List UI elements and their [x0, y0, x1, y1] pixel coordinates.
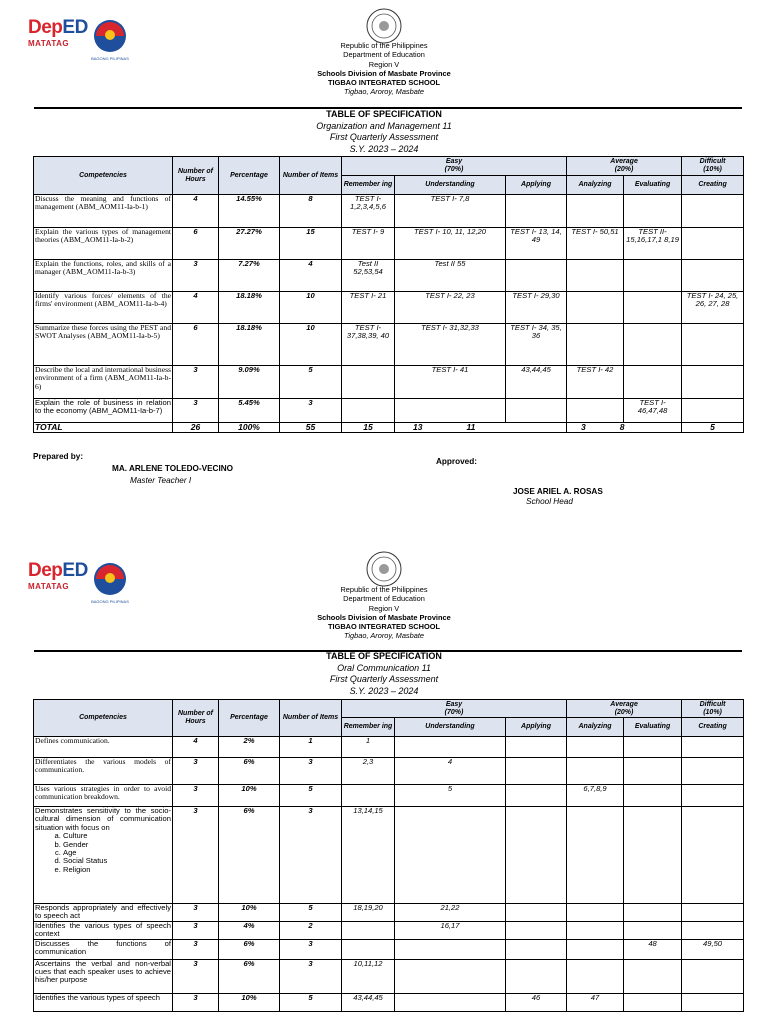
school-header — [0, 41, 768, 97]
eva-cell — [624, 993, 682, 1011]
items-cell: 10 — [280, 292, 342, 324]
pct-cell: 6% — [219, 959, 280, 993]
pct-cell: 2% — [219, 737, 280, 758]
items-cell: 3 — [280, 807, 342, 904]
hours-cell: 3 — [173, 399, 219, 423]
col-analyzing: Analyzing — [567, 176, 624, 195]
pct-cell: 4% — [219, 921, 280, 939]
table-row — [34, 260, 744, 292]
cre-cell — [682, 921, 744, 939]
eva-cell — [624, 959, 682, 993]
rem-cell: TEST I- 21 — [342, 292, 395, 324]
und-cell — [395, 993, 506, 1011]
items-cell: 5 — [280, 993, 342, 1011]
items-cell: 3 — [280, 758, 342, 785]
cre-cell — [682, 904, 744, 922]
col-applying: Applying — [506, 176, 567, 195]
und-cell: TEST I- 22, 23 — [395, 292, 506, 324]
items-cell: 3 — [280, 399, 342, 423]
rem-cell — [342, 939, 395, 959]
republic: Republic of the Philippines — [340, 41, 428, 50]
list-item: c. Age — [63, 849, 171, 857]
cre-cell — [682, 993, 744, 1011]
und-cell: 16,17 — [395, 921, 506, 939]
tos-title-2: TABLE OF SPECIFICATION Oral Communication 11 First Quarterly Assessment S.Y. 2023 – 2024 — [326, 651, 442, 696]
competency-cell — [34, 807, 173, 904]
und-cell: TEST I- 31,32,33 — [395, 324, 506, 366]
col-evaluating: Evaluating — [624, 176, 682, 195]
competency-text: Discusses the functions of communication — [35, 939, 171, 957]
eva-cell — [624, 921, 682, 939]
preparer-name: MA. ARLENE TOLEDO-VECINO — [112, 464, 233, 473]
eva-cell — [624, 758, 682, 785]
col-hours: Number of Hours — [173, 157, 219, 195]
hours-cell: 4 — [173, 737, 219, 758]
pct-cell: 6% — [219, 807, 280, 904]
competency-cell: Explain the role of business in relation to the economy (ABM_AOM11-Ia-b-7) — [34, 399, 173, 423]
prepared-by-label: Prepared by: — [33, 452, 84, 461]
hours-cell: 3 — [173, 939, 219, 959]
hours-cell: 4 — [173, 195, 219, 228]
list-item: a. Culture — [63, 832, 171, 840]
app-cell — [506, 807, 567, 904]
und-cell — [395, 737, 506, 758]
competency-cell: Identify various forces/ elements of the firms' environment (ABM_AOM11-Ia-b-4) — [34, 292, 173, 324]
cre-cell: 49,50 — [682, 939, 744, 959]
app-cell — [506, 195, 567, 228]
total-row: TOTAL 26 100% 55 15 13 11 3 8 5 — [34, 423, 744, 433]
und-cell: TEST I- 10, 11, 12,20 — [395, 228, 506, 260]
pct-cell: 7.27% — [219, 260, 280, 292]
eva-cell: 48 — [624, 939, 682, 959]
ana-cell — [567, 292, 624, 324]
cre-cell — [682, 324, 744, 366]
region: Region V — [368, 59, 400, 69]
items-cell: 3 — [280, 959, 342, 993]
rem-cell: TEST I- 1,2,3,4,5,6 — [342, 195, 395, 228]
tos-table-2: Competencies Number of Hours Percentage Number of Items Easy (70%) Average (20%) Difficult (10%) Remember ing Understanding Applying Analyzing Evaluating Creating Defines communication. 4 2% 1 1 Differentiates the various models of communication. 3 6% 3 2,3 4 Uses various strategies in order to avoid communication breakdown. 3 10% 5 5 6,7,8,9 Demonstrates sensitivity to the socio-cultural dimension of communication situation with focus on a. Culture b. Gender c. Age d. Social Status e. Religion 3 6% 3 13,14,15 Responds appropriately and effectively to speech act 3 10% 5 18,19,20 21,22 Identifies the various types of speech context 3 4% 2 16,17 Discusses the functions of communication 3 6% 3 48 49,50 Ascertains the verbal and non-verbal cues that each speaker uses to achieve his/her purpose 3 6% 3 10,11,12 Identifies the various types of speech 3 10% 5 43,44,45 46 47 — [33, 699, 744, 1012]
cre-cell — [682, 758, 744, 785]
preparer-title: Master Teacher I — [130, 476, 192, 485]
und-cell — [395, 807, 506, 904]
items-cell: 3 — [280, 939, 342, 959]
table-row — [34, 807, 744, 904]
table-row — [34, 399, 744, 423]
eva-cell — [624, 904, 682, 922]
eva-cell — [624, 195, 682, 228]
pct-cell: 18.18% — [219, 292, 280, 324]
app-cell — [506, 959, 567, 993]
und-cell: TEST I- 41 — [395, 366, 506, 399]
app-cell — [506, 904, 567, 922]
competency-cell — [34, 785, 173, 807]
items-cell: 10 — [280, 324, 342, 366]
table-row — [34, 939, 744, 959]
cre-cell — [682, 737, 744, 758]
items-cell: 2 — [280, 921, 342, 939]
ana-cell — [567, 324, 624, 366]
app-cell — [506, 785, 567, 807]
rem-cell: TEST I- 9 — [342, 228, 395, 260]
competency-cell: Discuss the meaning and functions of management (ABM_AOM11-Ia-b-1) — [34, 195, 173, 228]
table-row — [34, 366, 744, 399]
deped-seal — [366, 8, 402, 44]
ana-cell — [567, 959, 624, 993]
eva-cell — [624, 737, 682, 758]
items-cell: 5 — [280, 366, 342, 399]
deped-logo: DepED MATATAG — [28, 17, 88, 48]
competency-cell — [34, 904, 173, 922]
eva-cell — [624, 292, 682, 324]
cre-cell — [682, 785, 744, 807]
hours-cell: 3 — [173, 921, 219, 939]
ana-cell — [567, 807, 624, 904]
eva-cell — [624, 260, 682, 292]
school-name: TIGBAO INTEGRATED SCHOOL — [328, 78, 440, 88]
approver-title: School Head — [526, 497, 573, 506]
svg-text:BAGONG PILIPINAS: BAGONG PILIPINAS — [91, 599, 129, 604]
items-cell: 15 — [280, 228, 342, 260]
und-cell — [395, 939, 506, 959]
approver-name: JOSE ARIEL A. ROSAS — [513, 487, 603, 496]
ana-cell — [567, 921, 624, 939]
address: Tigbao, Aroroy, Masbate — [343, 87, 425, 97]
cre-cell — [682, 399, 744, 423]
items-cell: 4 — [280, 260, 342, 292]
eva-cell — [624, 785, 682, 807]
hours-cell: 4 — [173, 292, 219, 324]
eva-cell: TEST II- 15,16,17,1 8,19 — [624, 228, 682, 260]
table-row — [34, 993, 744, 1011]
focus-list — [35, 832, 171, 874]
school-header: Republic of the Philippines Department of Education Region V Schools Division of Masbate Province TIGBAO INTEGRATED SCHOOL Tigbao, Aroroy, Masbate — [317, 585, 451, 641]
cre-cell — [682, 366, 744, 399]
und-cell — [395, 399, 506, 423]
competency-cell: Summarize these forces using the PEST and SWOT Analyses (ABM_AOM11-Ia-b-5) — [34, 324, 173, 366]
competency-cell: Explain the functions, roles, and skills of a manager (ABM_AOM11-Ia-b-3) — [34, 260, 173, 292]
col-creating: Creating — [682, 176, 744, 195]
rem-cell: 2,3 — [342, 758, 395, 785]
ana-cell — [567, 758, 624, 785]
eva-cell: TEST I- 46,47,48 — [624, 399, 682, 423]
table-row — [34, 228, 744, 260]
app-cell: TEST I- 13, 14, 49 — [506, 228, 567, 260]
rem-cell — [342, 399, 395, 423]
competency-text: Responds appropriately and effectively to speech act — [35, 903, 171, 921]
ana-cell — [567, 737, 624, 758]
deped-logo: DepED MATATAG — [28, 560, 88, 591]
rem-cell: 18,19,20 — [342, 904, 395, 922]
competency-text: Identifies the various types of speech — [35, 993, 160, 1002]
app-cell: TEST I- 34, 35, 36 — [506, 324, 567, 366]
col-average: Average (20%) — [567, 157, 682, 176]
col-difficult: Difficult (10%) — [682, 157, 744, 176]
pct-cell: 27.27% — [219, 228, 280, 260]
competency-cell — [34, 939, 173, 959]
pct-cell: 10% — [219, 993, 280, 1011]
table-row — [34, 737, 744, 758]
eva-cell — [624, 366, 682, 399]
tos-title-1: TABLE OF SPECIFICATION Organization and Management 11 First Quarterly Assessment S.Y. 2023 – 2024 — [316, 109, 452, 154]
pct-cell: 18.18% — [219, 324, 280, 366]
pct-cell: 10% — [219, 904, 280, 922]
ana-cell: 47 — [567, 993, 624, 1011]
ana-cell: TEST I- 42 — [567, 366, 624, 399]
col-easy: Easy (70%) — [342, 157, 567, 176]
competency-cell: Describe the local and international business environment of a firm (ABM_AOM11-Ia-b-6) — [34, 366, 173, 399]
tos-table-1 — [33, 156, 744, 433]
items-cell: 8 — [280, 195, 342, 228]
hours-cell: 6 — [173, 324, 219, 366]
competency-text: Demonstrates sensitivity to the socio-cultural dimension of communication situation with focus on — [35, 806, 171, 832]
rem-cell: Test II 52,53,54 — [342, 260, 395, 292]
col-competencies: Competencies — [34, 157, 173, 195]
table-row — [34, 292, 744, 324]
pct-cell: 10% — [219, 785, 280, 807]
app-cell — [506, 921, 567, 939]
list-item: d. Social Status — [63, 857, 171, 865]
table-row — [34, 195, 744, 228]
competency-cell — [34, 758, 173, 785]
cre-cell — [682, 959, 744, 993]
deped-seal — [366, 551, 402, 587]
und-cell — [395, 959, 506, 993]
rem-cell — [342, 366, 395, 399]
col-remembering: Remember ing — [342, 176, 395, 195]
hours-cell: 3 — [173, 260, 219, 292]
col-percentage: Percentage — [219, 157, 280, 195]
list-item: b. Gender — [63, 841, 171, 849]
rem-cell: 10,11,12 — [342, 959, 395, 993]
rem-cell: 1 — [342, 737, 395, 758]
department: Department of Education — [343, 50, 425, 60]
rem-cell — [342, 785, 395, 807]
pct-cell: 6% — [219, 758, 280, 785]
app-cell — [506, 399, 567, 423]
pct-cell: 6% — [219, 939, 280, 959]
rem-cell: 43,44,45 — [342, 993, 395, 1011]
hours-cell: 3 — [173, 959, 219, 993]
competency-text: Uses various strategies in order to avoid communication breakdown. — [35, 784, 171, 802]
table-row — [34, 959, 744, 993]
ana-cell — [567, 399, 624, 423]
app-cell: TEST I- 29,30 — [506, 292, 567, 324]
competency-cell: Explain the various types of management theories (ABM_AOM11-Ia-b-2) — [34, 228, 173, 260]
cre-cell — [682, 260, 744, 292]
hours-cell: 3 — [173, 904, 219, 922]
pct-cell: 9.09% — [219, 366, 280, 399]
pct-cell: 14.55% — [219, 195, 280, 228]
rem-cell: TEST I- 37,38,39, 40 — [342, 324, 395, 366]
svg-text:BAGONG PILIPINAS: BAGONG PILIPINAS — [91, 56, 129, 61]
app-cell — [506, 939, 567, 959]
hours-cell: 3 — [173, 785, 219, 807]
app-cell — [506, 260, 567, 292]
competency-text: Differentiates the various models of communication. — [35, 757, 171, 775]
table-row — [34, 921, 744, 939]
list-item: e. Religion — [63, 866, 171, 874]
table-row — [34, 785, 744, 807]
eva-cell — [624, 324, 682, 366]
eva-cell — [624, 807, 682, 904]
ana-cell — [567, 939, 624, 959]
items-cell: 5 — [280, 785, 342, 807]
cre-cell: TEST I- 24, 25, 26, 27, 28 — [682, 292, 744, 324]
rem-cell — [342, 921, 395, 939]
items-cell: 5 — [280, 904, 342, 922]
app-cell: 46 — [506, 993, 567, 1011]
items-cell: 1 — [280, 737, 342, 758]
hours-cell: 3 — [173, 993, 219, 1011]
und-cell: 21,22 — [395, 904, 506, 922]
table-row — [34, 324, 744, 366]
und-cell: 5 — [395, 785, 506, 807]
und-cell: Test II 55 — [395, 260, 506, 292]
app-cell — [506, 758, 567, 785]
hours-cell: 6 — [173, 228, 219, 260]
competency-cell — [34, 737, 173, 758]
competency-cell — [34, 993, 173, 1011]
ana-cell — [567, 195, 624, 228]
cre-cell — [682, 195, 744, 228]
hours-cell: 3 — [173, 807, 219, 904]
competency-text: Identifies the various types of speech context — [35, 921, 171, 939]
app-cell — [506, 737, 567, 758]
rem-cell: 13,14,15 — [342, 807, 395, 904]
ana-cell: TEST I- 50,51 — [567, 228, 624, 260]
hours-cell: 3 — [173, 758, 219, 785]
competency-text: Defines communication. — [35, 736, 110, 745]
und-cell: 4 — [395, 758, 506, 785]
table-row — [34, 904, 744, 922]
col-understanding: Understanding — [395, 176, 506, 195]
competency-cell — [34, 921, 173, 939]
cre-cell — [682, 807, 744, 904]
competency-cell — [34, 959, 173, 993]
ana-cell — [567, 260, 624, 292]
competency-text: Ascertains the verbal and non-verbal cues that each speaker uses to achieve his/her purpose — [35, 959, 171, 985]
ana-cell — [567, 904, 624, 922]
col-items: Number of Items — [280, 157, 342, 195]
division: Schools Division of Masbate Province — [317, 68, 451, 78]
app-cell: 43,44,45 — [506, 366, 567, 399]
approved-label: Approved: — [436, 457, 477, 466]
cre-cell — [682, 228, 744, 260]
ana-cell: 6,7,8,9 — [567, 785, 624, 807]
pct-cell: 5.45% — [219, 399, 280, 423]
und-cell: TEST I- 7,8 — [395, 195, 506, 228]
hours-cell: 3 — [173, 366, 219, 399]
table-row — [34, 758, 744, 785]
